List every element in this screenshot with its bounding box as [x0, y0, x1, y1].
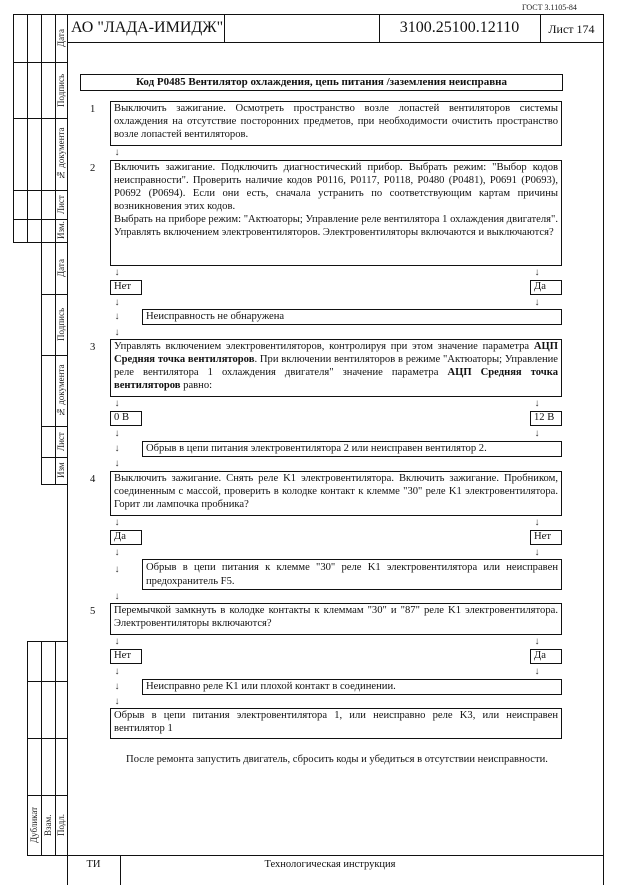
final-result-text: Обрыв в цепи питания электровентилятора 1, или неисправно реле K3, или неисправен вентилятор 1: [114, 710, 558, 734]
header-divider: [224, 14, 225, 42]
arrow-down-icon: ↓: [114, 517, 120, 528]
arrow-down-icon: ↓: [114, 267, 120, 278]
step-3-box: [110, 339, 562, 397]
gost-label: ГОСТ 3.1105-84: [522, 3, 577, 12]
parameter-name: АЦП Средняя точка вентиляторов: [114, 366, 558, 391]
step-4-box: [110, 471, 562, 516]
strip-label-original: Подл.: [56, 813, 66, 837]
branch-0v: 0 В: [110, 411, 142, 426]
step-1-text: Выключить зажигание. Осмотреть пространство возле лопастей вентиляторов системы охлаждения на отсутствие посторонних предметов, при необходимости очистить пространство возле лопастей вентиляторов.: [114, 103, 558, 140]
arrow-down-icon: ↓: [114, 636, 120, 647]
step-3-text: . При включении вентиляторов в режиме "Актюаторы; Управление реле вентилятора 1 охлаждения двигателя" значение параметра: [114, 353, 558, 378]
branch-no: Нет: [530, 530, 562, 545]
step-number: 4: [90, 474, 96, 485]
footer-line: [27, 855, 604, 856]
arrow-down-icon: ↓: [114, 681, 120, 692]
step-2-text-b: Выбрать на приборе режим: "Актюаторы; Управление реле вентилятора 1 охлаждения двигателя". Управлять включением электровентиляторов. Электровентиляторы включаются и выключаются?: [114, 213, 558, 238]
step-number: 2: [90, 163, 96, 174]
strip-line: [41, 14, 42, 484]
arrow-down-icon: ↓: [534, 517, 540, 528]
page-title: [80, 74, 563, 91]
step-number: 3: [90, 342, 96, 353]
header-bottom-line: [67, 42, 604, 43]
branch-no: Нет: [110, 280, 142, 295]
strip-line: [27, 681, 67, 682]
strip-label-doc-number: № документа: [56, 127, 66, 181]
arrow-down-icon: ↓: [114, 311, 120, 322]
step-2-box: [110, 160, 562, 266]
strip-label-date: Дата: [56, 29, 66, 47]
strip-label-date: Дата: [56, 259, 66, 277]
branch-no: Нет: [110, 649, 142, 664]
strip-label-duplicate: Дубликат: [29, 806, 39, 844]
result-box: [142, 559, 562, 590]
step-5-text: Перемычкой замкнуть в колодке контакты к клеммам "30" и "87" реле K1 электровентилятора. Электровентиляторы включаются?: [114, 605, 558, 629]
branch-yes: Да: [530, 649, 562, 664]
strip-line: [27, 738, 67, 739]
sheet-number: Лист 174: [548, 22, 595, 36]
header-top-line: [13, 14, 604, 15]
arrow-down-icon: ↓: [114, 147, 120, 158]
final-result-box: [110, 708, 562, 739]
step-1-box: [110, 101, 562, 146]
result-box: Обрыв в цепи питания электровентилятора 2 или неисправен вентилятор 2.: [142, 441, 562, 457]
result-box: Неисправность не обнаружена: [142, 309, 562, 325]
parameter-name: АЦП Средняя точка вентиляторов: [114, 341, 558, 365]
strip-label-sheet: Лист: [56, 195, 66, 214]
branch-yes: Да: [530, 280, 562, 295]
arrow-down-icon: ↓: [114, 564, 120, 575]
arrow-down-icon: ↓: [114, 591, 120, 602]
branch-yes: Да: [110, 530, 142, 545]
step-number: 1: [90, 104, 96, 115]
branch-12v: 12 В: [530, 411, 562, 426]
step-3-text: равно:: [180, 379, 213, 391]
arrow-down-icon: ↓: [534, 297, 540, 308]
strip-line: [13, 14, 14, 242]
step-3-text: Управлять включением электровентиляторов, контролируя при этом значение параметра: [114, 341, 534, 352]
company-name: АО "ЛАДА-ИМИДЖ": [71, 19, 224, 36]
strip-label-sheet: Лист: [56, 432, 66, 451]
strip-label-change: Изм.: [56, 221, 66, 240]
page-title-text: Код P0485 Вентилятор охлаждения, цепь питания /заземления неисправна: [136, 76, 507, 88]
arrow-down-icon: ↓: [114, 428, 120, 439]
arrow-down-icon: ↓: [114, 547, 120, 558]
arrow-down-icon: ↓: [534, 547, 540, 558]
strip-label-signature: Подпись: [56, 73, 66, 107]
document-number: 3100.25100.12110: [399, 19, 520, 36]
arrow-down-icon: ↓: [534, 666, 540, 677]
arrow-down-icon: ↓: [534, 428, 540, 439]
arrow-down-icon: ↓: [534, 636, 540, 647]
arrow-down-icon: ↓: [114, 443, 120, 454]
frame-right-line: [603, 14, 604, 885]
step-2-text-a: Включить зажигание. Подключить диагностический прибор. Выбрать режим: "Выбор кодов неисправности". Проверить наличие кодов P0116, P0117, P0118, P0480 (P0481), P0691 (P0693), P0692 (P0694). Если они есть, сначала устранить по соответствующим картам причины возникновения этих кодов.: [114, 162, 558, 212]
arrow-down-icon: ↓: [114, 696, 120, 707]
result-text: Обрыв в цепи питания к клемме "30" реле K1 электровентилятора или неисправен предохранитель F5.: [146, 562, 558, 587]
arrow-down-icon: ↓: [534, 398, 540, 409]
footer-doc-type: Технологическая инструкция: [264, 859, 396, 870]
arrow-down-icon: ↓: [114, 297, 120, 308]
closing-note-text: После ремонта запустить двигатель, сбросить коды и убедиться в отсутствии неисправности.: [126, 754, 548, 765]
step-number: 5: [90, 606, 96, 617]
strip-line: [27, 641, 67, 642]
strip-label-doc-number: № документа: [56, 364, 66, 417]
arrow-down-icon: ↓: [114, 666, 120, 677]
step-5-box: [110, 603, 562, 635]
strip-label-change: Изм: [56, 462, 66, 479]
step-4-text: Выключить зажигание. Снять реле K1 электровентилятора. Включить зажигание. Пробником, соединенным с массой, проверить в колодке контакт к клемме "30" реле K1 электровентилятора. Горит ли лампочка пробника?: [114, 473, 558, 510]
strip-label-replace: Взам.: [43, 814, 53, 836]
footer-code: ТИ: [86, 859, 101, 870]
arrow-down-icon: ↓: [534, 267, 540, 278]
strip-line: [27, 14, 28, 242]
arrow-down-icon: ↓: [114, 327, 120, 338]
arrow-down-icon: ↓: [114, 458, 120, 469]
result-box: Неисправно реле K1 или плохой контакт в соединении.: [142, 679, 562, 695]
strip-label-signature: Подпись: [56, 307, 66, 342]
arrow-down-icon: ↓: [114, 398, 120, 409]
strip-line: [41, 484, 67, 485]
closing-note: [112, 753, 562, 767]
frame-left-line: [67, 14, 68, 885]
